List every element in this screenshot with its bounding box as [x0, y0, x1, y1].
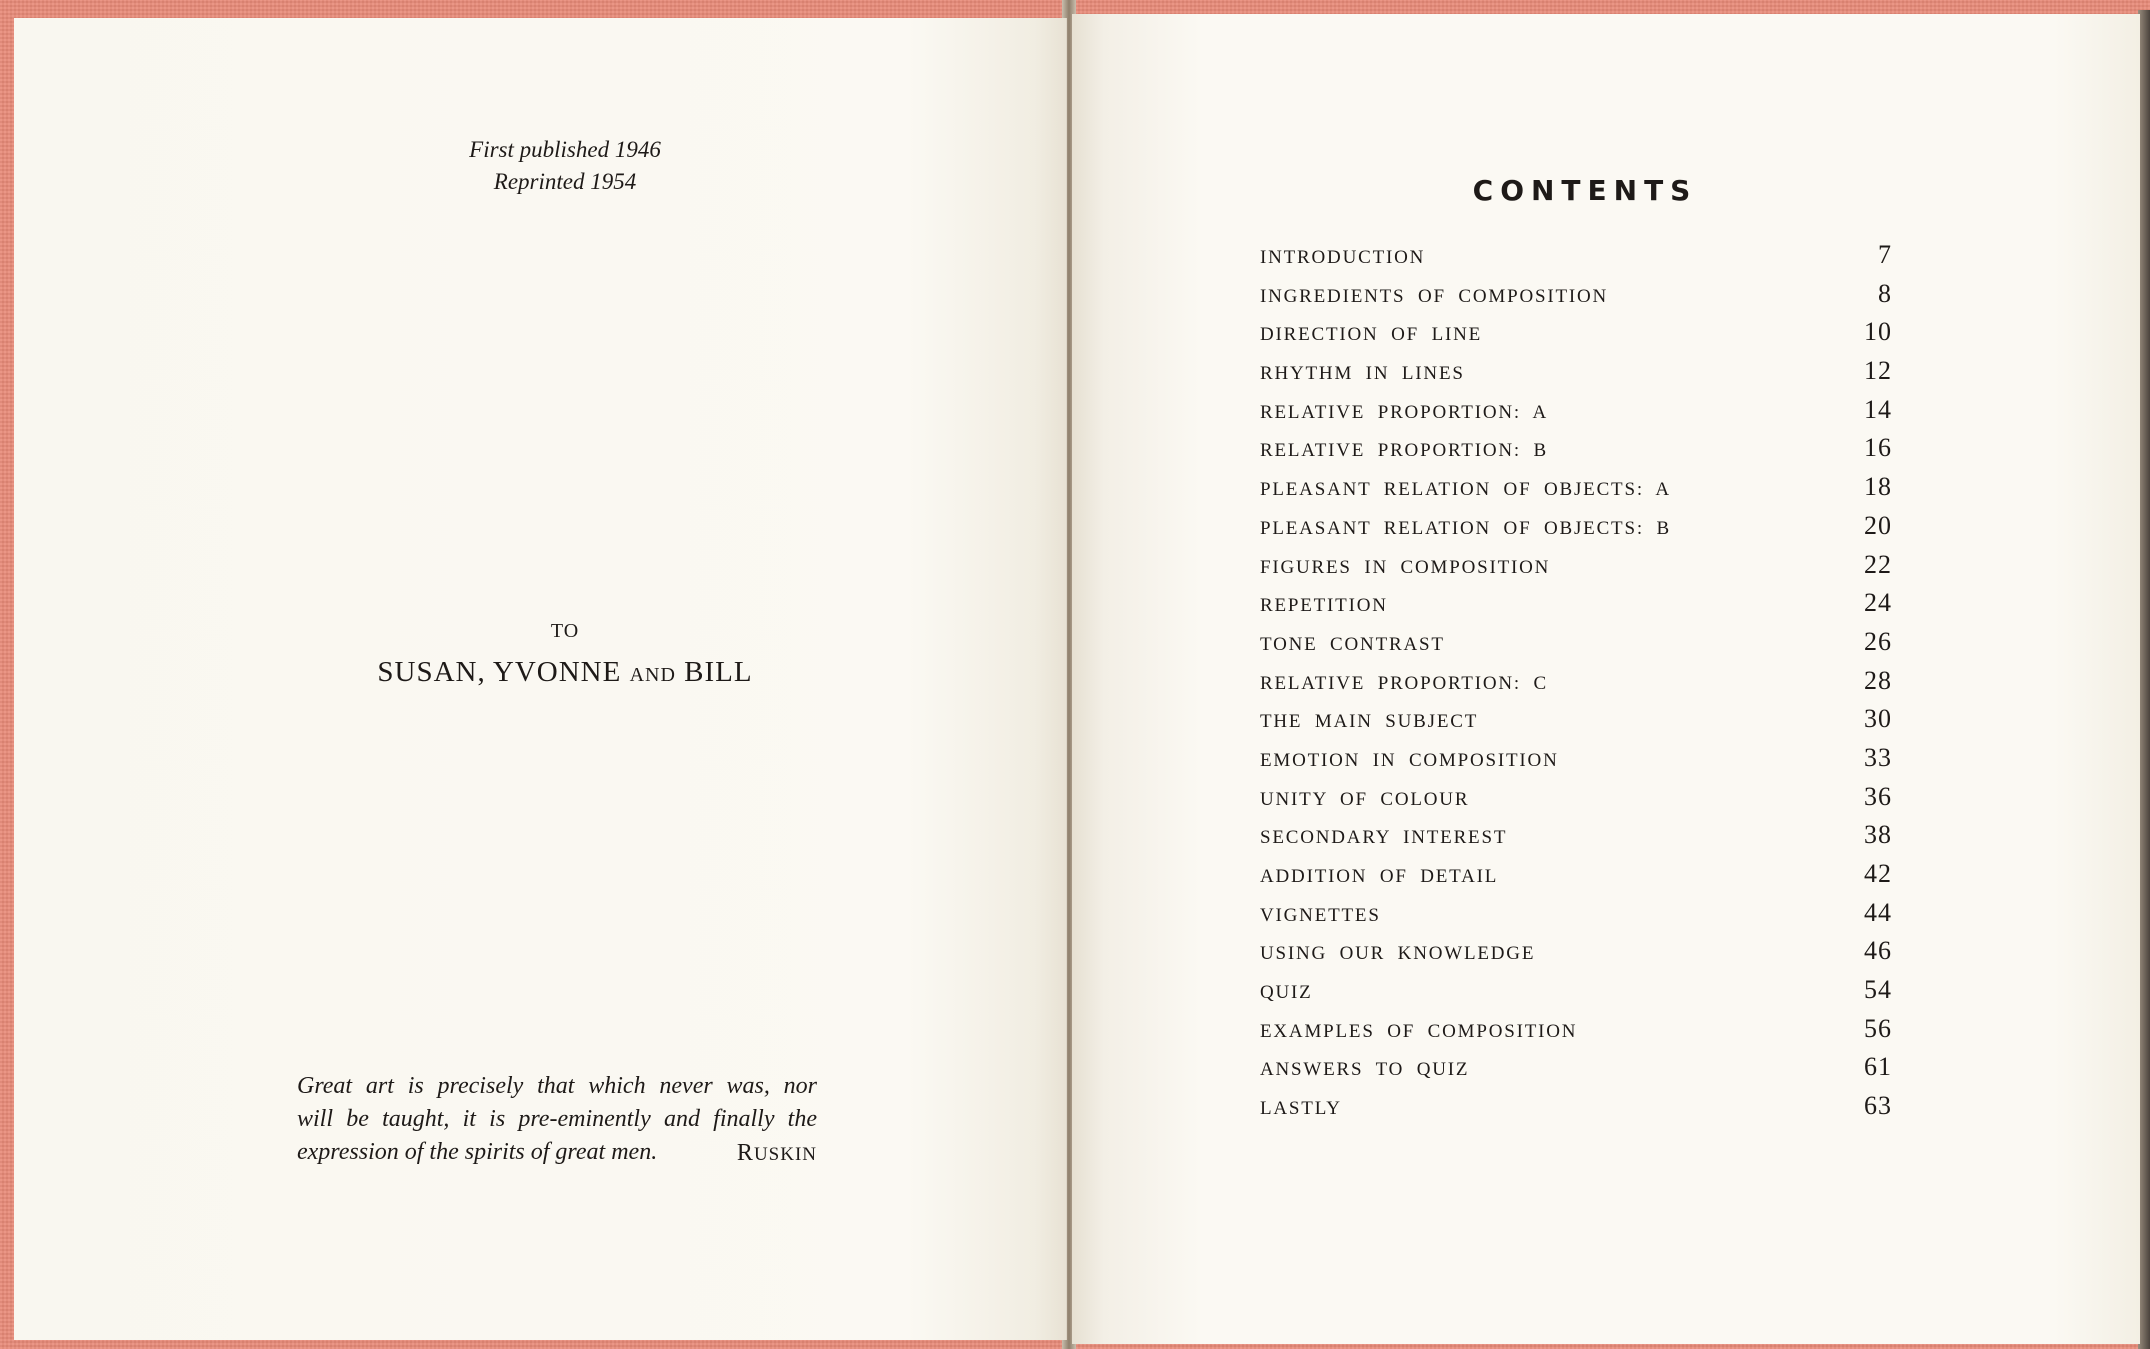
contents-entry — [1260, 704, 1892, 743]
contents-entry — [1260, 743, 1892, 782]
contents-entry-page: 30 — [1864, 704, 1892, 734]
epigraph-line-1: Great art is precisely that which never was, nor — [297, 1073, 817, 1099]
contents-entry — [1260, 317, 1892, 356]
contents-entry — [1260, 511, 1892, 550]
contents-entry-title: RELATIVE PROPORTION: C — [1260, 672, 1548, 694]
contents-entry-title: EMOTION IN COMPOSITION — [1260, 749, 1559, 771]
contents-entry-page: 36 — [1864, 781, 1892, 811]
contents-entry-title: RELATIVE PROPORTION: B — [1260, 440, 1548, 462]
contents-entry-page: 8 — [1878, 278, 1892, 308]
contents-entry-page: 42 — [1864, 859, 1892, 888]
contents-entry — [1260, 472, 1892, 511]
contents-entry-title: PLEASANT RELATION OF OBJECTS: B — [1260, 517, 1671, 539]
publication-info — [400, 134, 730, 198]
contents-entry-page: 46 — [1864, 936, 1892, 966]
dedication-to: TO — [550, 620, 580, 642]
contents-entry-page: 22 — [1864, 549, 1892, 579]
contents-entry-title: RELATIVE PROPORTION: A — [1260, 401, 1548, 423]
contents-entry-page: 28 — [1864, 665, 1892, 695]
contents-entry-title: FIGURES IN COMPOSITION — [1260, 556, 1551, 578]
epigraph-last-line — [297, 1136, 817, 1171]
epigraph-author-rest: USKIN — [753, 1144, 817, 1165]
contents-entry-title: TONE CONTRAST — [1260, 633, 1445, 655]
contents-entry — [1260, 1091, 1892, 1130]
contents-entry-page: 16 — [1864, 433, 1892, 463]
contents-title: CONTENTS — [1472, 174, 1698, 207]
contents-entry-title: THE MAIN SUBJECT — [1260, 711, 1479, 733]
contents-entry-page: 18 — [1864, 472, 1892, 502]
contents-entry — [1260, 433, 1892, 472]
contents-entry — [1260, 627, 1892, 666]
contents-list — [1260, 240, 1892, 1130]
contents-entry-title: EXAMPLES OF COMPOSITION — [1260, 1020, 1578, 1042]
contents-entry-page: 7 — [1878, 240, 1892, 269]
contents-entry-title: SECONDARY INTEREST — [1260, 827, 1508, 849]
contents-entry — [1260, 975, 1892, 1014]
contents-entry-title: QUIZ — [1260, 982, 1313, 1004]
dedication-names-part2: BILL — [675, 656, 753, 688]
contents-entry — [1260, 1014, 1892, 1053]
contents-entry — [1260, 550, 1892, 589]
contents-entry-title: INGREDIENTS OF COMPOSITION — [1260, 285, 1609, 307]
contents-entry — [1260, 936, 1892, 975]
contents-entry-title: ADDITION OF DETAIL — [1260, 866, 1499, 887]
contents-entry — [1260, 279, 1892, 318]
contents-entry — [1260, 588, 1892, 627]
contents-entry-page: 10 — [1864, 317, 1892, 347]
contents-entry — [1260, 898, 1892, 937]
contents-entry-page: 12 — [1864, 356, 1892, 386]
contents-entry-title: DIRECTION OF LINE — [1260, 324, 1483, 346]
contents-entry-page: 24 — [1864, 588, 1892, 618]
contents-entry-title: INTRODUCTION — [1260, 247, 1426, 268]
contents-entry-page: 54 — [1864, 975, 1892, 1005]
contents-entry-page: 44 — [1864, 897, 1892, 927]
epigraph-line-2: will be taught, it is pre-eminently and finally the — [297, 1106, 817, 1132]
contents-entry-page: 63 — [1864, 1091, 1892, 1121]
contents-entry — [1260, 859, 1892, 898]
contents-entry-title: ANSWERS TO QUIZ — [1260, 1059, 1470, 1081]
contents-entry — [1260, 1052, 1892, 1091]
reprinted: Reprinted 1954 — [493, 169, 637, 194]
contents-entry-page: 61 — [1864, 1052, 1892, 1082]
contents-entry-page: 20 — [1864, 510, 1892, 540]
contents-entry-title: RHYTHM IN LINES — [1260, 363, 1465, 385]
contents-entry-page: 33 — [1864, 742, 1892, 772]
contents-entry-page: 56 — [1864, 1013, 1892, 1043]
contents-entry — [1260, 356, 1892, 395]
contents-entry-title: USING OUR KNOWLEDGE — [1260, 943, 1536, 965]
dedication-and: AND — [629, 664, 676, 686]
epigraph — [297, 1070, 817, 1171]
contents-entry-title: REPETITION — [1260, 595, 1388, 617]
contents-entry-title: UNITY OF COLOUR — [1260, 788, 1470, 810]
epigraph-author — [737, 1136, 817, 1171]
contents-entry — [1260, 395, 1892, 434]
contents-entry-title: VIGNETTES — [1260, 904, 1381, 926]
contents-entry — [1260, 782, 1892, 821]
contents-entry-title: LASTLY — [1260, 1098, 1342, 1120]
dedication-names — [300, 656, 830, 689]
contents-entry-page: 38 — [1864, 820, 1892, 850]
epigraph-author-initial: R — [736, 1140, 754, 1166]
contents-entry-page: 26 — [1864, 626, 1892, 656]
contents-entry — [1260, 820, 1892, 859]
contents-entry — [1260, 240, 1892, 279]
dedication-names-part1: SUSAN, YVONNE — [377, 656, 630, 688]
contents-entry-title: PLEASANT RELATION OF OBJECTS: A — [1260, 479, 1671, 501]
first-published: First published 1946 — [469, 137, 661, 162]
contents-entry — [1260, 666, 1892, 705]
epigraph-line-3: expression of the spirits of great men. — [297, 1139, 658, 1165]
contents-entry-page: 14 — [1864, 394, 1892, 424]
